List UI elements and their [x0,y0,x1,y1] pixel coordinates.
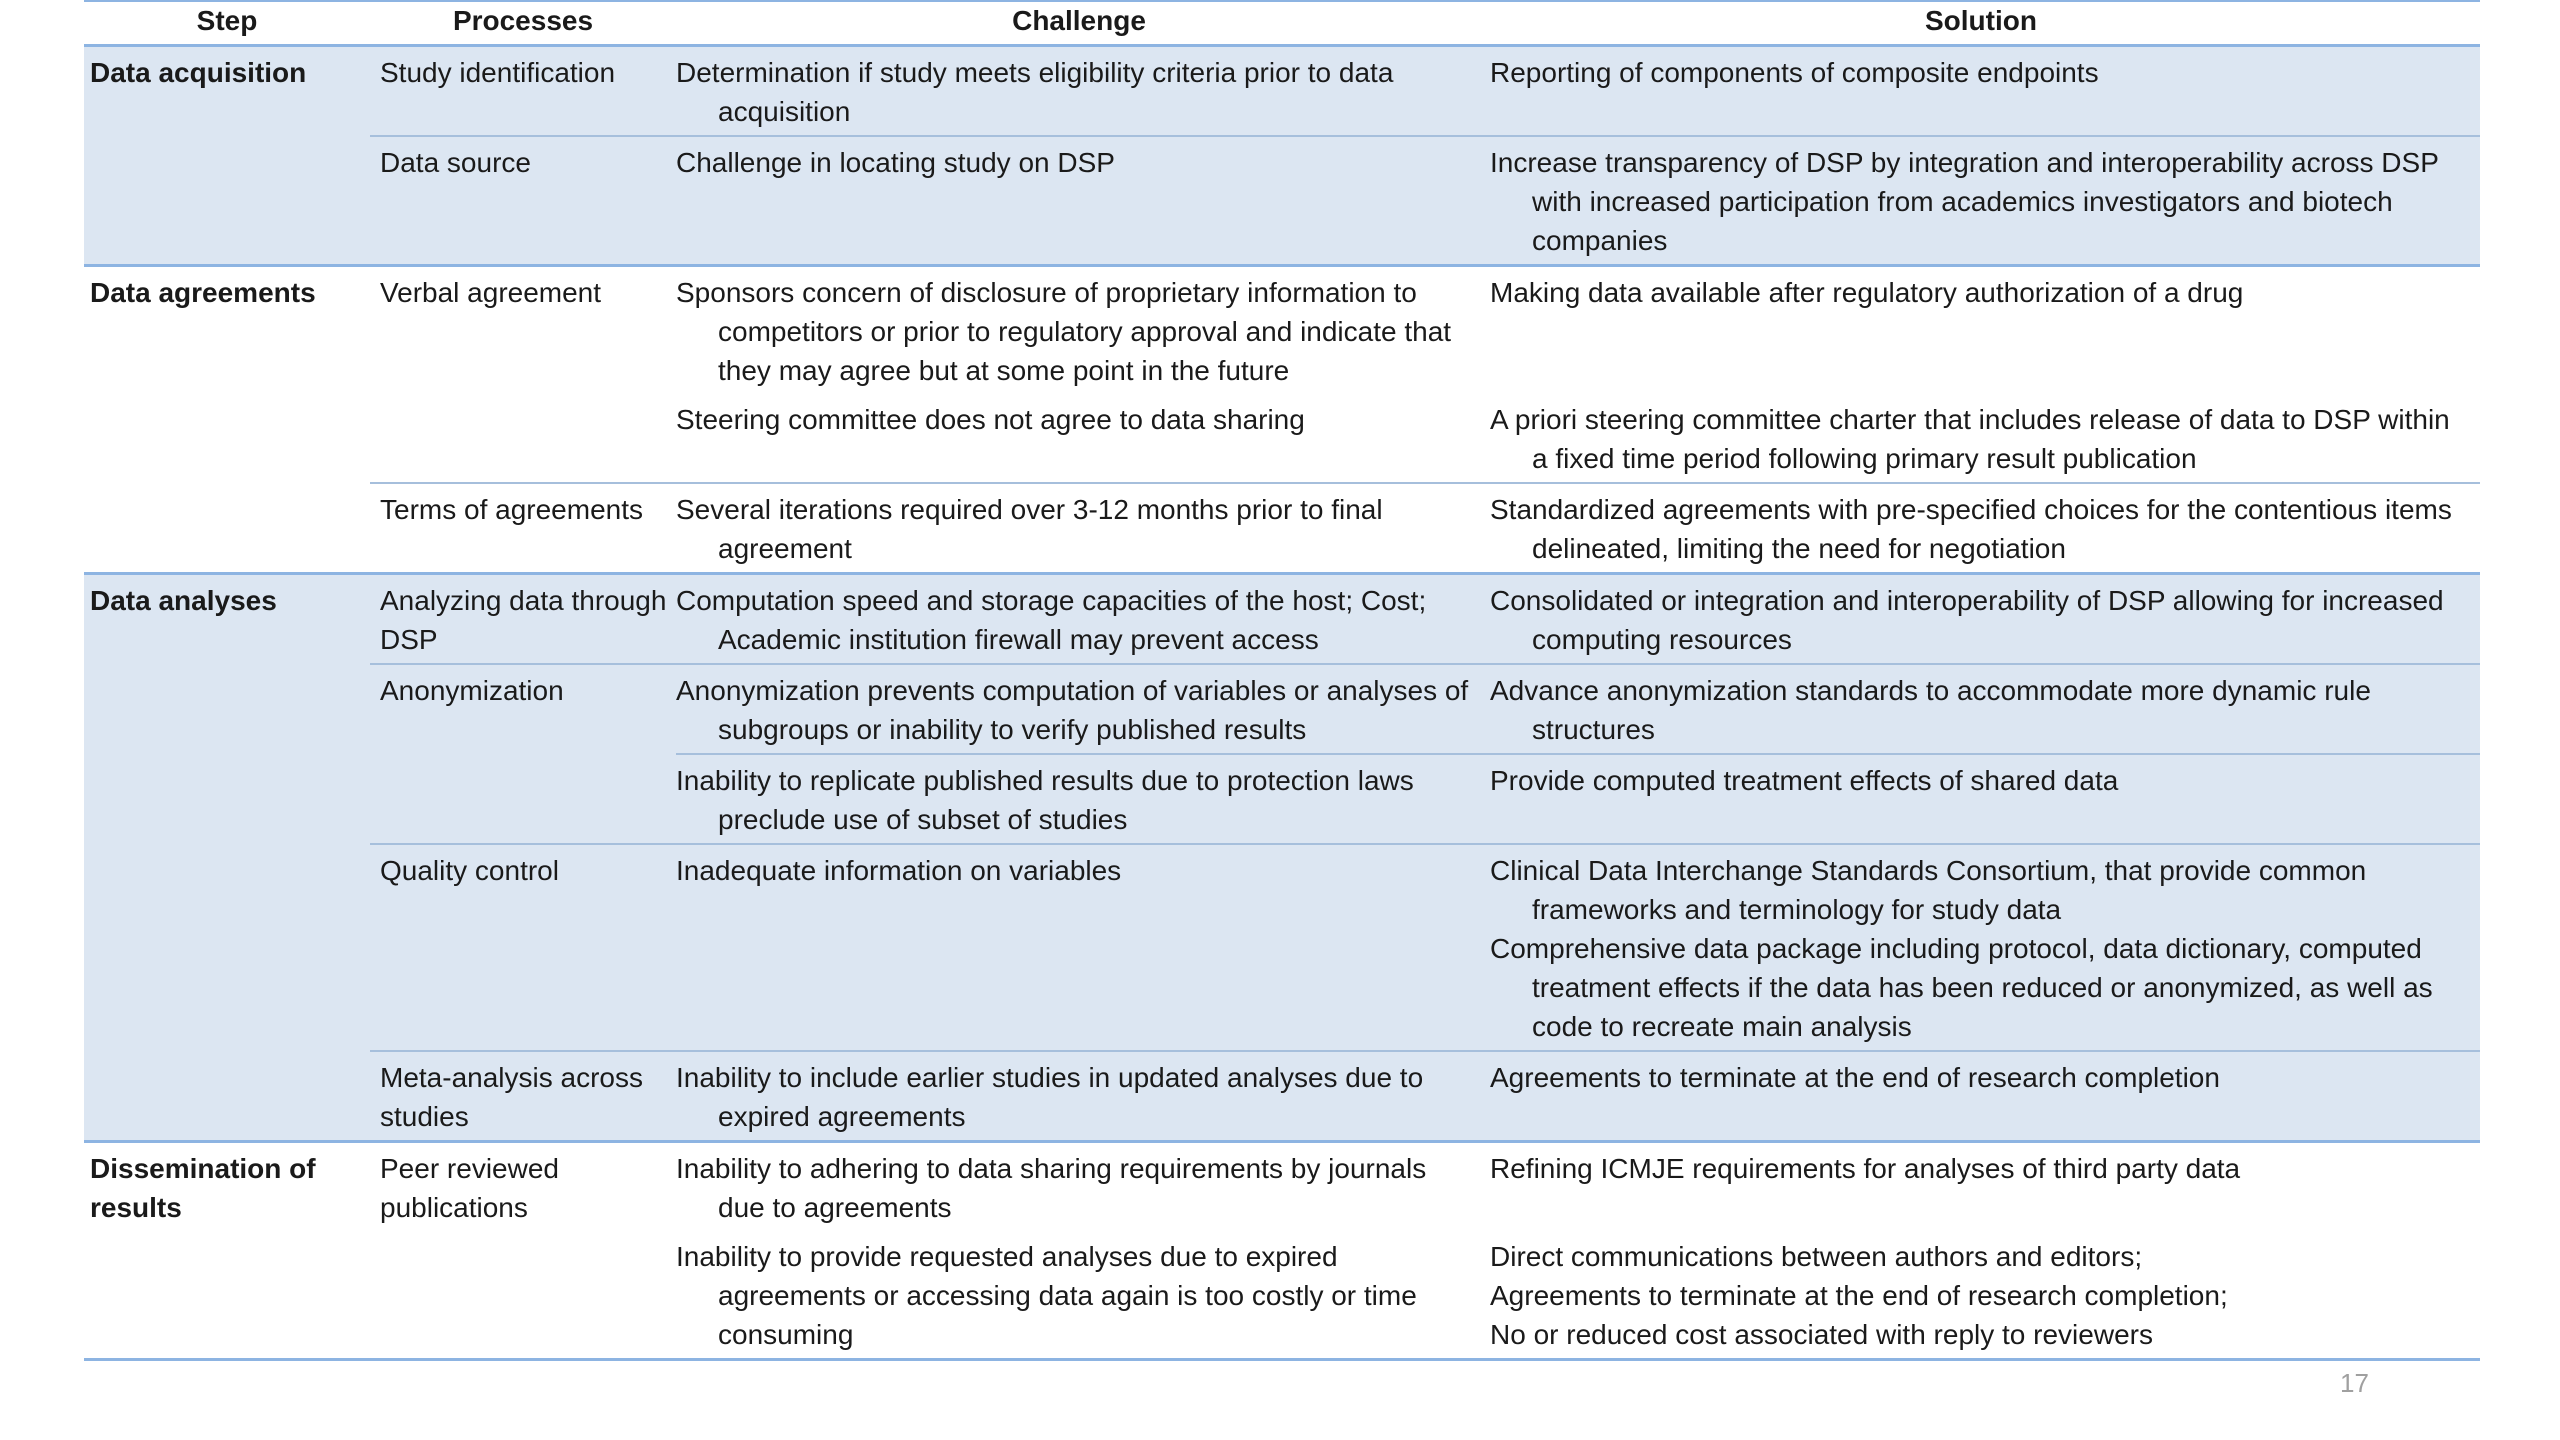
solution-line: Making data available after regulatory authorization of a drug [1490,277,2244,308]
challenge-solution-row [676,575,2480,663]
process-name: Verbal agreement [380,277,602,308]
solution-cell [1482,1052,2480,1140]
solution-line: Refining ICMJE requirements for analyses of third party data [1490,1153,2241,1184]
solution-line: Clinical Data Interchange Standards Consortium, that provide common frameworks and terminology for study data [1490,855,2367,925]
solution-line: Agreements to terminate at the end of research completion; [1490,1280,2228,1311]
solution-line: Increase transparency of DSP by integration and interoperability across DSP with increased participation from academics investigators and biotech companies [1490,147,2439,256]
solution-cell [1482,1143,2480,1231]
challenge-cell: Anonymization prevents computation of variables or analyses of subgroups or inability to verify published results [676,675,1469,745]
step-group [84,47,2480,267]
challenge-solution-list [676,484,2480,572]
step-group [84,267,2480,575]
process-row [370,267,2480,482]
header-challenge: Challenge [1012,5,1146,36]
header-solution: Solution [1925,5,2037,36]
challenge-cell: Inadequate information on variables [676,855,1122,886]
process-row [370,575,2480,663]
challenge-solution-list [676,845,2480,1050]
challenge-solution-row [676,753,2480,843]
page-number: 17 [2340,1368,2369,1398]
challenge-solution-list [676,575,2480,663]
solution-line: Agreements to terminate at the end of research completion [1490,1062,2220,1093]
challenge-cell: Computation speed and storage capacities of the host; Cost; Academic institution firewall may prevent access [676,585,1427,655]
process-name: Terms of agreements [380,494,643,525]
challenge-cell: Steering committee does not agree to data sharing [676,404,1305,435]
challenge-solution-row [676,1052,2480,1140]
challenge-solution-list [676,665,2480,843]
step-processes [370,267,2480,572]
challenge-cell: Inability to provide requested analyses due to expired agreements or accessing data again is too costly or time consuming [676,1241,1417,1350]
process-row [370,843,2480,1050]
challenge-solution-row [676,47,2480,135]
challenge-solution-list [676,137,2480,264]
process-name: Data source [380,147,531,178]
solution-cell [1482,484,2480,572]
table-header [84,0,2480,47]
header-processes: Processes [452,5,594,36]
process-row [370,663,2480,843]
solution-cell [1482,575,2480,663]
solution-cell [1482,665,2480,753]
challenge-solution-row [676,484,2480,572]
challenge-solution-row [676,137,2480,264]
solution-line: Comprehensive data package including protocol, data dictionary, computed treatment effects if the data has been reduced or anonymized, as well as code to recreate main analysis [1490,933,2433,1042]
solution-cell [1482,267,2480,394]
challenge-cell: Inability to include earlier studies in updated analyses due to expired agreements [676,1062,1424,1132]
challenge-solution-list [676,47,2480,135]
solution-line: Standardized agreements with pre-specified choices for the contentious items delineated, limiting the need for negotiation [1490,494,2452,564]
process-name: Quality control [380,855,559,886]
process-name: Meta-analysis across studies [380,1062,643,1132]
challenge-cell: Sponsors concern of disclosure of proprietary information to competitors or prior to regulatory approval and indicate that they may agree but at some point in the future [676,277,1452,386]
challenge-cell: Inability to replicate published results due to protection laws preclude use of subset of studies [676,765,1414,835]
process-row [370,47,2480,135]
process-row [370,482,2480,572]
table-body [84,47,2480,1361]
process-name: Peer reviewed publications [380,1153,559,1223]
header-step: Step [196,5,258,36]
step-processes [370,1143,2480,1358]
step-label: Data acquisition [90,57,307,88]
step-label: Data agreements [90,277,316,308]
process-name: Anonymization [380,675,564,706]
challenge-cell: Inability to adhering to data sharing requirements by journals due to agreements [676,1153,1427,1223]
challenge-solution-row [676,1231,2480,1358]
solution-line: Advance anonymization standards to accommodate more dynamic rule structures [1490,675,2371,745]
challenge-cell: Several iterations required over 3-12 months prior to final agreement [676,494,1383,564]
solution-line: No or reduced cost associated with reply to reviewers [1490,1319,2153,1350]
process-row [370,135,2480,264]
solution-cell [1482,394,2480,482]
solution-line: Direct communications between authors and editors; [1490,1241,2143,1272]
solution-cell [1482,845,2480,1050]
challenge-solution-row [676,267,2480,394]
solution-line: Reporting of components of composite endpoints [1490,57,2099,88]
step-group [84,575,2480,1143]
challenge-solution-list [676,1143,2480,1358]
solution-line: A priori steering committee charter that includes release of data to DSP within a fixed time period following primary result publication [1490,404,2450,474]
process-row [370,1143,2480,1358]
process-row [370,1050,2480,1140]
solution-line: Consolidated or integration and interoperability of DSP allowing for increased computing resources [1490,585,2444,655]
step-processes [370,47,2480,264]
solution-cell [1482,137,2480,264]
challenge-solution-row [676,845,2480,1050]
solution-cell [1482,1231,2480,1358]
challenge-solution-row [676,394,2480,482]
challenge-cell: Determination if study meets eligibility criteria prior to data acquisition [676,57,1394,127]
step-processes [370,575,2480,1140]
challenge-solution-row [676,665,2480,753]
step-group [84,1143,2480,1361]
challenges-table [84,0,2480,1361]
challenge-solution-row [676,1143,2480,1231]
step-label: Dissemination of results [90,1153,316,1223]
solution-cell [1482,47,2480,135]
solution-cell [1482,755,2480,843]
challenge-solution-list [676,267,2480,482]
challenge-solution-list [676,1052,2480,1140]
solution-line: Provide computed treatment effects of shared data [1490,765,2119,796]
process-name: Analyzing data through DSP [380,585,667,655]
process-name: Study identification [380,57,616,88]
challenge-cell: Challenge in locating study on DSP [676,147,1115,178]
step-label: Data analyses [90,585,277,616]
